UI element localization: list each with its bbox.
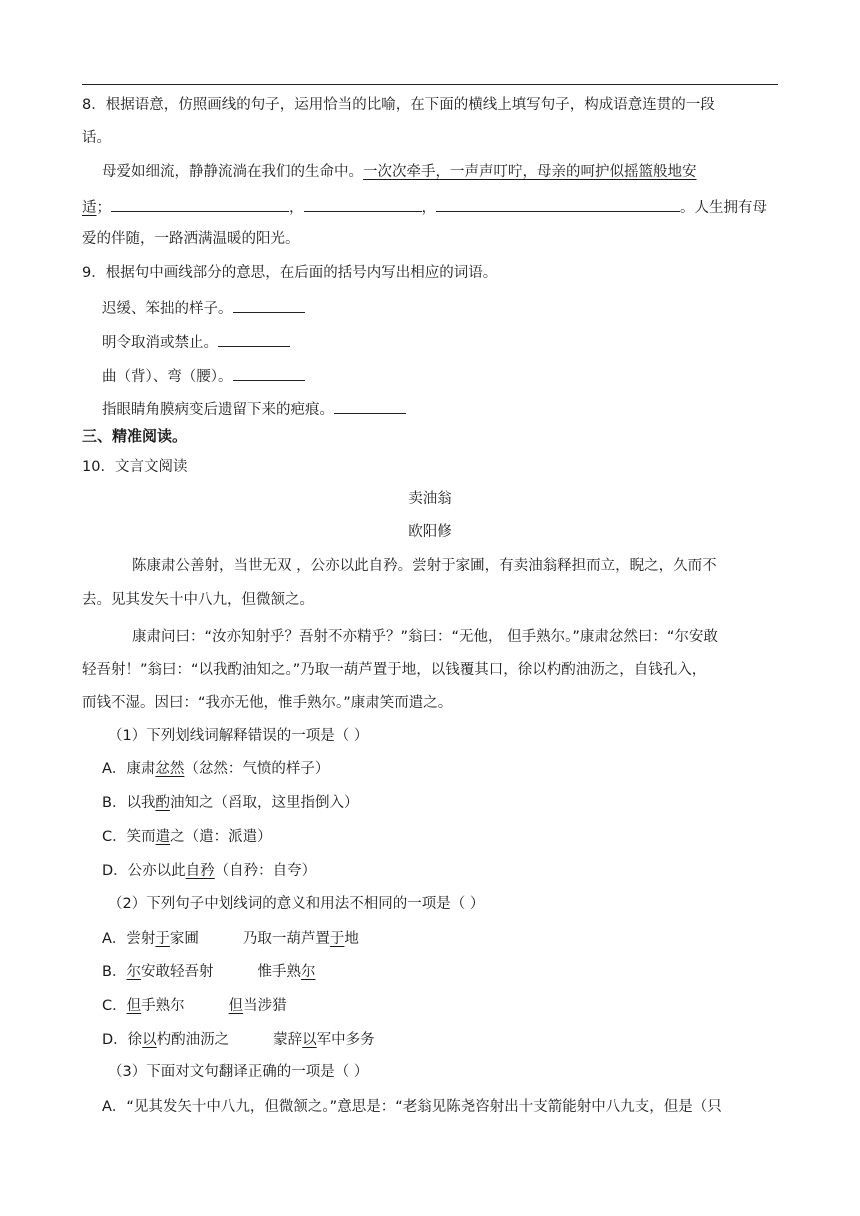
q8-blank-1[interactable] — [111, 196, 289, 212]
q8-prompt: 8．根据语意，仿照画线的句子，运用恰当的比喻，在下面的横线上填写句子，构成语意连贯的一段 — [82, 97, 715, 113]
q10-prompt: 10．文言文阅读 — [82, 459, 188, 475]
passage-p2-line3: 而钱不湿。因曰：“我亦无他，惟手熟尔。”康肃笑而遣之。 — [82, 695, 453, 711]
sub2-option-d[interactable]: D．徐以杓酌油沥之 蒙辞以军中多务 — [102, 1032, 375, 1048]
passage-title: 卖油翁 — [408, 491, 452, 507]
q9-answer-blank-3[interactable] — [233, 365, 305, 381]
q8-lead-text: 母爱如细流，静静流淌在我们的生命中。 — [102, 164, 363, 180]
q9-answer-blank-1[interactable] — [233, 297, 305, 313]
sub2-option-c[interactable]: C．但手熟尔 但当涉猎 — [102, 998, 287, 1014]
q9-answer-blank-4[interactable] — [334, 398, 406, 414]
sub1-option-d[interactable]: D．公亦以此自矜（自矜：自夸） — [102, 863, 317, 879]
q8-underlined-sentence-end: 适 — [82, 200, 97, 216]
passage-author: 欧阳修 — [408, 524, 452, 540]
sub2-stem: （2）下列句子中划线词的意义和用法不相同的一项是（ ） — [108, 896, 485, 912]
sub1-option-a[interactable]: A．康肃忿然（忿然：气愤的样子） — [102, 761, 330, 777]
passage-p2-line1: 康肃问曰：“汝亦知射乎？吾射不亦精乎？”翁曰：“无他， 但手熟尔。”康肃忿然曰：“尔安敢 — [132, 629, 718, 645]
sub2-option-b[interactable]: B．尔安敢轻吾射 惟手熟尔 — [102, 964, 316, 980]
q8-underlined-sentence: 一次次牵手，一声声叮咛，母亲的呵护似摇篮般地安 — [363, 164, 697, 180]
q9-item: 曲（背）、弯（腰）。 — [102, 365, 305, 387]
top-divider — [82, 84, 778, 85]
q8-paragraph-line1 — [102, 162, 697, 182]
q8-paragraph-line2: 适； ， ， 。人生拥有母 — [82, 196, 767, 218]
sub3-stem: （3）下面对文句翻译正确的一项是（ ） — [108, 1064, 369, 1080]
q8-paragraph-line3: 爱的伴随，一路洒满温暖的阳光。 — [82, 231, 300, 247]
passage-p2-line2: 轻吾射！”翁曰：“以我酌油知之。”乃取一葫芦置于地，以钱覆其口，徐以杓酌油沥之，自钱孔入， — [82, 662, 707, 678]
sub1-stem: （1）下列划线词解释错误的一项是（ ） — [108, 728, 369, 744]
q8-blank-3[interactable] — [436, 196, 680, 212]
sub1-option-c[interactable]: C．笑而遣之（遣：派遣） — [102, 829, 272, 845]
q9-item: 明令取消或禁止。 — [102, 331, 290, 353]
q8-blank-2[interactable] — [304, 196, 422, 212]
q9-item: 迟缓、笨拙的样子。 — [102, 297, 305, 319]
section-heading: 三、精准阅读。 — [82, 427, 188, 445]
q9-answer-blank-2[interactable] — [218, 331, 290, 347]
sub2-option-a[interactable]: A．尝射于家圃 乃取一葫芦置于地 — [102, 931, 359, 947]
q8-prompt-cont: 话。 — [82, 130, 111, 146]
passage-p1-line2: 去。见其发矢十中八九，但微颔之。 — [82, 592, 314, 608]
sub1-option-b[interactable]: B．以我酌油知之（舀取，这里指倒入） — [102, 795, 359, 811]
q9-item: 指眼睛角膜病变后遗留下来的疤痕。 — [102, 398, 406, 420]
q9-prompt: 9．根据句中画线部分的意思，在后面的括号内写出相应的词语。 — [82, 265, 498, 281]
passage-p1-line1: 陈康肃公善射，当世无双 ，公亦以此自矜。尝射于家圃，有卖油翁释担而立，睨之，久而不 — [132, 558, 717, 574]
sub3-option-a[interactable]: A．“见其发矢十中八九，但微颔之。”意思是：“老翁见陈尧咨射出十支箭能射中八九支，但是（只 — [102, 1099, 722, 1115]
